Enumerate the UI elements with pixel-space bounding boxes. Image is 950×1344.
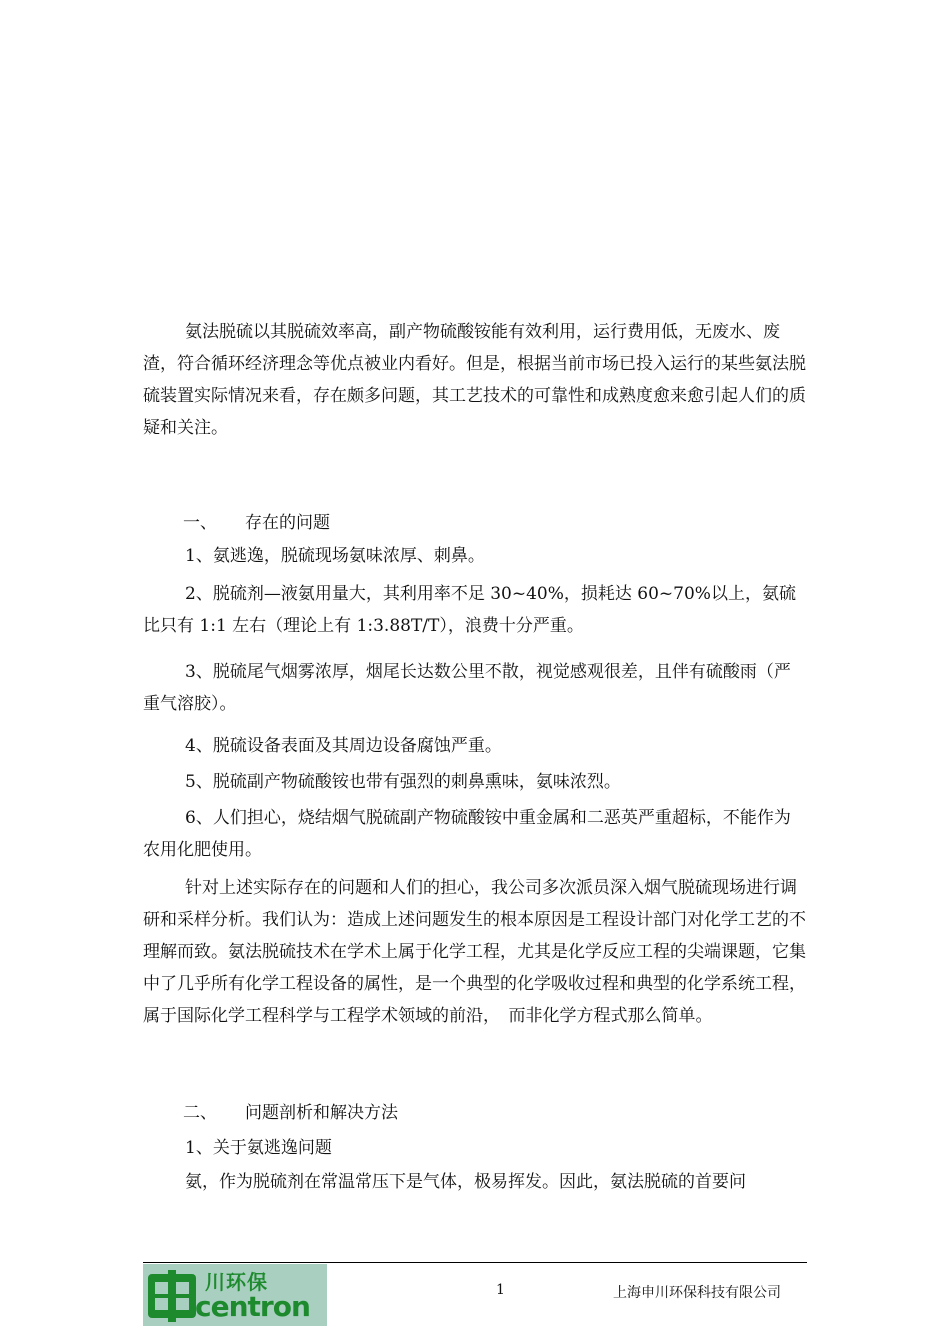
problem-item-5: 5、脱硫副产物硫酸铵也带有强烈的刺鼻熏味，氨味浓烈。 <box>185 772 621 792</box>
company-logo <box>143 1264 327 1326</box>
section-2-text: 氨，作为脱硫剂在常温常压下是气体，极易挥发。因此，氨法脱硫的首要问 <box>185 1172 746 1192</box>
problem-item-6: 6、人们担心，烧结烟气脱硫副产物硫酸铵中重金属和二恶英严重超标，不能作为农用化肥使用。 <box>143 808 791 860</box>
company-name: 上海申川环保科技有限公司 <box>613 1285 781 1301</box>
logo-text-top: 川环保 <box>205 1270 268 1294</box>
problem-item-3: 3、脱硫尾气烟雾浓厚，烟尾长达数公里不散，视觉感观很差，且伴有硫酸雨（严重气溶胶）。 <box>143 662 791 714</box>
page-number: 1 <box>496 1282 505 1298</box>
section-1-title: 存在的问题 <box>245 513 330 533</box>
footer-divider <box>143 1262 807 1263</box>
problem-item-4: 4、脱硫设备表面及其周边设备腐蚀严重。 <box>185 736 502 756</box>
problem-item-2: 2、脱硫剂—液氨用量大，其利用率不足 30~40%，损耗达 60~70%以上，氨硫比只有 1:1 左右（理论上有 1:3.88T/T），浪费十分严重。 <box>143 584 796 636</box>
section-1-number: 一、 <box>183 513 217 533</box>
section-2-title: 问题剖析和解决方法 <box>245 1103 398 1123</box>
section-2-heading <box>183 1098 398 1123</box>
section-1-heading <box>183 508 330 533</box>
centron-logo-icon <box>145 1268 199 1322</box>
subsection-2-1-heading: 1、关于氨逃逸问题 <box>185 1138 332 1158</box>
intro-paragraph: 氨法脱硫以其脱硫效率高，副产物硫酸铵能有效利用，运行费用低，无废水、废渣，符合循环经济理念等优点被业内看好。但是，根据当前市场已投入运行的某些氨法脱硫装置实际情况来看，存在颇多问题，其工艺技术的可靠性和成熟度愈来愈引起人们的质疑和关注。 <box>143 322 806 438</box>
section-2-number: 二、 <box>183 1103 217 1123</box>
problem-item-1: 1、氨逃逸，脱硫现场氨味浓厚、刺鼻。 <box>185 546 485 566</box>
logo-text-bottom: centron <box>195 1290 310 1323</box>
analysis-paragraph: 针对上述实际存在的问题和人们的担心，我公司多次派员深入烟气脱硫现场进行调研和采样分析。我们认为：造成上述问题发生的根本原因是工程设计部门对化学工艺的不理解而致。氨法脱硫技术在学术上属于化学工程，尤其是化学反应工程的尖端课题，它集中了几乎所有化学工程设备的属性，是一个典型的化学吸收过程和典型的化学系统工程，属于国际化学工程科学与工程学术领域的前沿， 而非化学方程式那么简单。 <box>143 878 806 1026</box>
